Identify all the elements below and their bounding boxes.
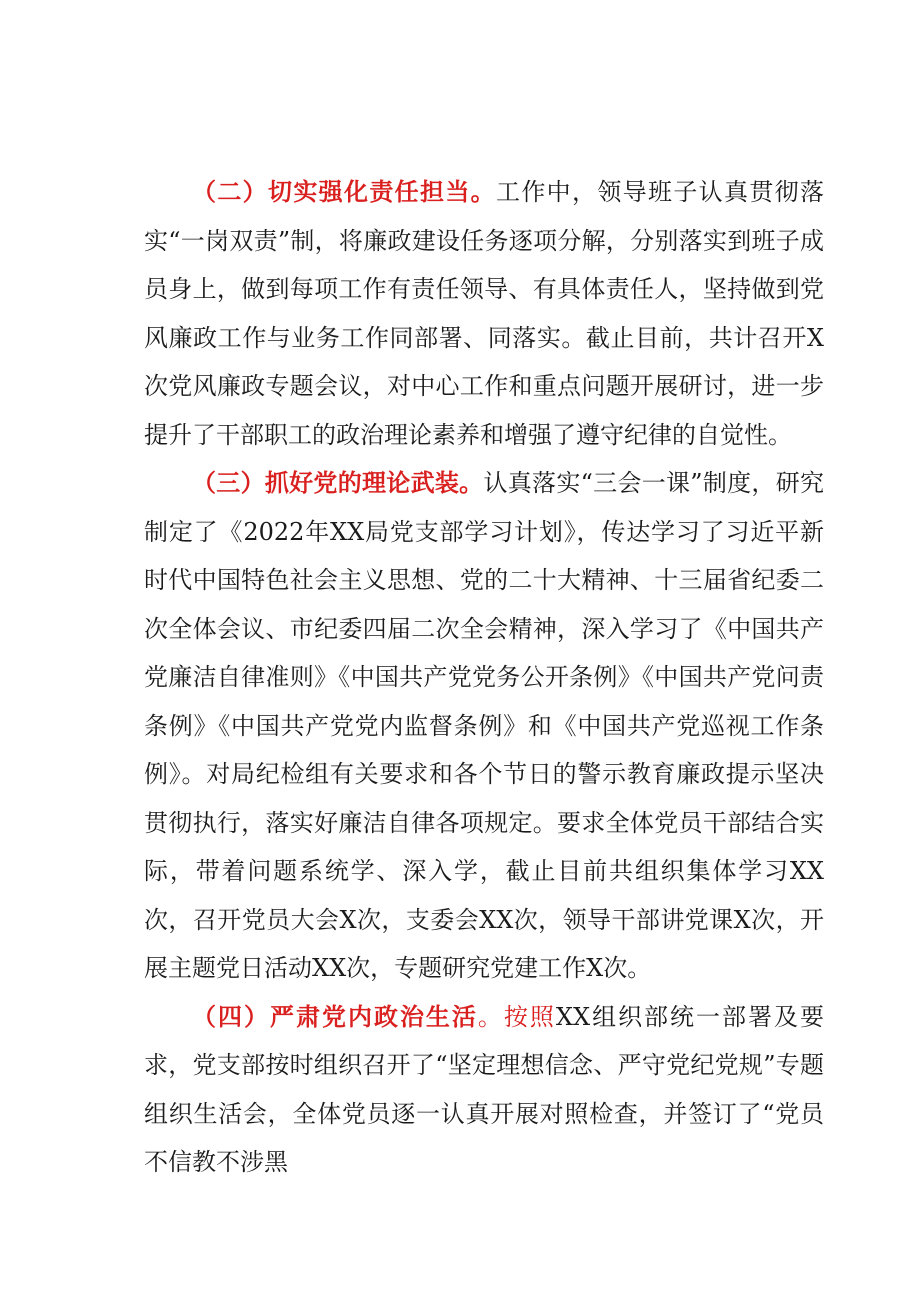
document-body [144, 168, 824, 1187]
paragraph-heading-tail: 。按照 [477, 1002, 556, 1031]
paragraph-political-life [144, 993, 824, 1187]
paragraph-responsibility [144, 168, 824, 459]
paragraph-heading: （二）切实强化责任担当。 [192, 177, 496, 206]
paragraph-heading: （四）严肃党内政治生活 [192, 1001, 478, 1031]
paragraph-body: XX组织部统一部署及要求，党支部按时组织召开了“坚定理想信念、严守党纪党规”专题组织生活会，全体党员逐一认真开展对照检查，并签订了“党员不信教不涉黑 [144, 1002, 825, 1176]
paragraph-body: 工作中，领导班子认真贯彻落实“一岗双责”制，将廉政建设任务逐项分解，分别落实到班子成员身上，做到每项工作有责任领导、有具体责任人，坚持做到党风廉政工作与业务工作同部署、同落实。截止目前，共计召开X次党风廉政专题会议，对中心工作和重点问题开展研讨，进一步提升了干部职工的政治理论素养和增强了遵守纪律的自觉性。 [144, 178, 824, 449]
paragraph-body: 认真落实“三会一课”制度，研究制定了《2022年XX局党支部学习计划》，传达学习了习近平新时代中国特色社会主义思想、党的二十大精神、十三届省纪委二次全体会议、市纪委四届二次全会精神，深入学习了《中国共产党廉洁自律准则》《中国共产党党务公开条例》《中国共产党问责条例》《中国共产党党内监督条例》和《中国共产党巡视工作条例》。对局纪检组有关要求和各个节日的警示教育廉政提示坚决贯彻执行，落实好廉洁自律各项规定。要求全体党员干部结合实际，带着问题系统学、深入学，截止目前共组织集体学习XX次，召开党员大会X次，支委会XX次，领导干部讲党课X次，开展主题党日活动XX次，专题研究党建工作X次。 [144, 469, 825, 982]
paragraph-theory [144, 459, 824, 993]
paragraph-heading: （三）抓好党的理论武装。 [192, 468, 484, 497]
